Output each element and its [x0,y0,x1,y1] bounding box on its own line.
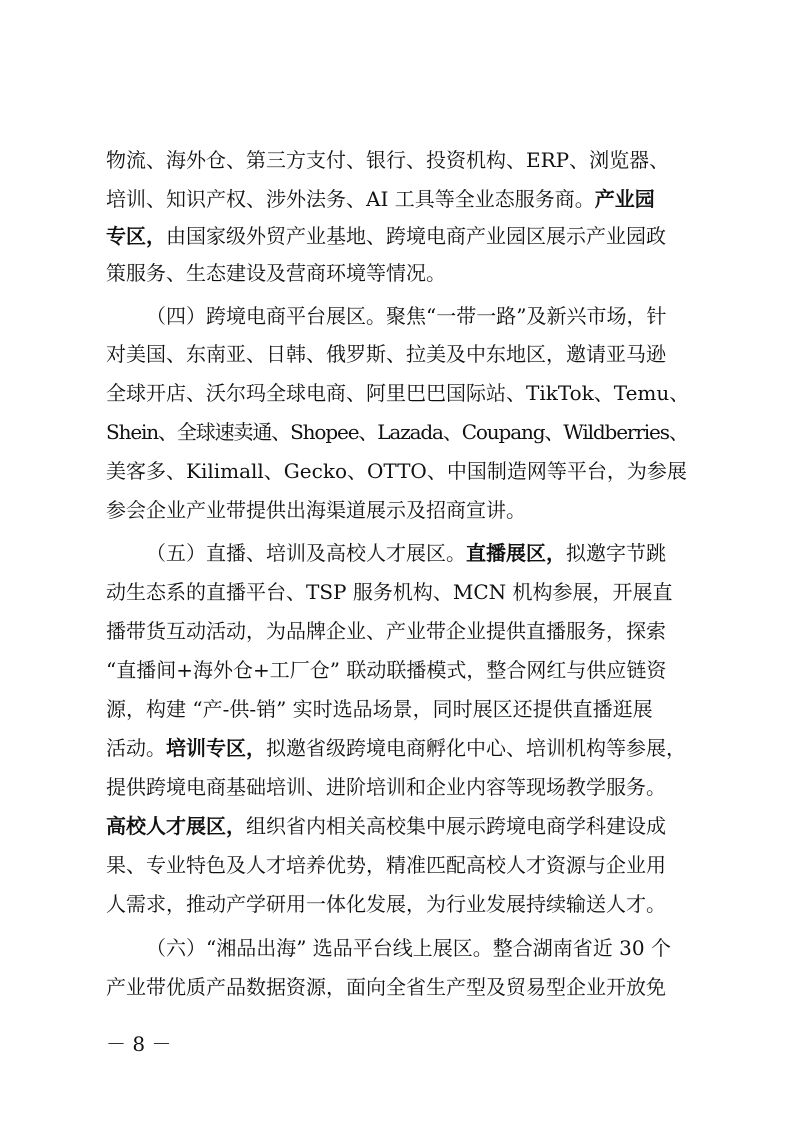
text-segment: 参会企业产业带提供出海渠道展示及招商宣讲。 [106,498,526,522]
text-segment: 提供跨境电商基础培训、进阶培训和企业内容等现场教学服务。 [106,775,666,799]
text-segment: Shein、全球速卖通、Shopee、Lazada、Coupang、Wildberries、 [106,420,688,444]
text-segment: 美客多、Kilimall、Gecko、OTTO、中国制造网等平台，为参展 [106,459,687,483]
text-segment: 拟邀字节跳 [566,541,666,565]
bold-heading-text: 产业园 [594,187,655,211]
text-segment: 人需求，推动产学研用一体化发展，为行业发展持续输送人才。 [106,892,666,916]
text-segment: 策服务、生态建设及营商环境等情况。 [106,261,446,285]
text-segment: 对美国、东南亚、日韩、俄罗斯、拉美及中东地区，邀请亚马逊 [106,342,666,366]
text-line [106,814,689,838]
text-line [146,936,689,960]
text-line [106,224,689,248]
text-line [106,459,689,483]
page-number: － 8 － [106,1032,172,1056]
text-line [106,498,689,522]
text-line [106,420,689,444]
text-line [106,261,689,285]
text-segment: 拟邀省级跨境电商孵化中心、培训机构等参展， [266,736,686,760]
text-line [106,580,689,604]
text-segment: 物流、海外仓、第三方支付、银行、投资机构、ERP、浏览器、 [106,148,670,172]
text-line [106,619,689,643]
text-segment: （六）“湘品出海” 选品平台线上展区。整合湖南省近 30 个 [146,936,671,960]
text-line [106,892,689,916]
text-line [106,736,689,760]
text-segment: 组织省内相关高校集中展示跨境电商学科建设成 [246,814,666,838]
bold-heading-text: 培训专区， [166,736,266,760]
text-segment: 果、专业特色及人才培养优势，精准匹配高校人才资源与企业用 [106,853,666,877]
bold-heading-text: 专区， [106,224,166,248]
text-segment: 播带货互动活动，为品牌企业、产业带企业提供直播服务，探索 [106,619,666,643]
text-segment: 由国家级外贸产业基地、跨境电商产业园区展示产业园政 [166,224,666,248]
text-line [106,658,689,682]
text-line [146,304,689,328]
text-line [106,853,689,877]
text-line [106,187,689,211]
text-line [106,381,689,405]
text-segment: 培训、知识产权、涉外法务、AI 工具等全业态服务商。 [106,187,595,211]
text-segment: 全球开店、沃尔玛全球电商、阿里巴巴国际站、TikTok、Temu、 [106,381,690,405]
text-segment: 活动。 [106,736,166,760]
text-line [106,697,689,721]
text-line [106,342,689,366]
text-segment: 动生态系的直播平台、TSP 服务机构、MCN 机构参展，开展直 [106,580,673,604]
text-line [106,148,689,172]
bold-heading-text: 高校人才展区， [106,814,246,838]
text-segment: 产业带优质产品数据资源，面向全省生产型及贸易型企业开放免 [106,975,666,999]
text-segment: “直播间+海外仓+工厂仓” 联动联播模式，整合网红与供应链资 [106,658,667,682]
text-line [106,975,689,999]
text-line [106,775,689,799]
text-segment: 源，构建 “产-供-销” 实时选品场景，同时展区还提供直播逛展 [106,697,653,721]
text-segment: （四）跨境电商平台展区。聚焦“一带一路”及新兴市场，针 [146,304,667,328]
text-line [146,541,689,565]
bold-heading-text: 直播展区， [466,541,566,565]
text-segment: （五）直播、培训及高校人才展区。 [146,541,466,565]
